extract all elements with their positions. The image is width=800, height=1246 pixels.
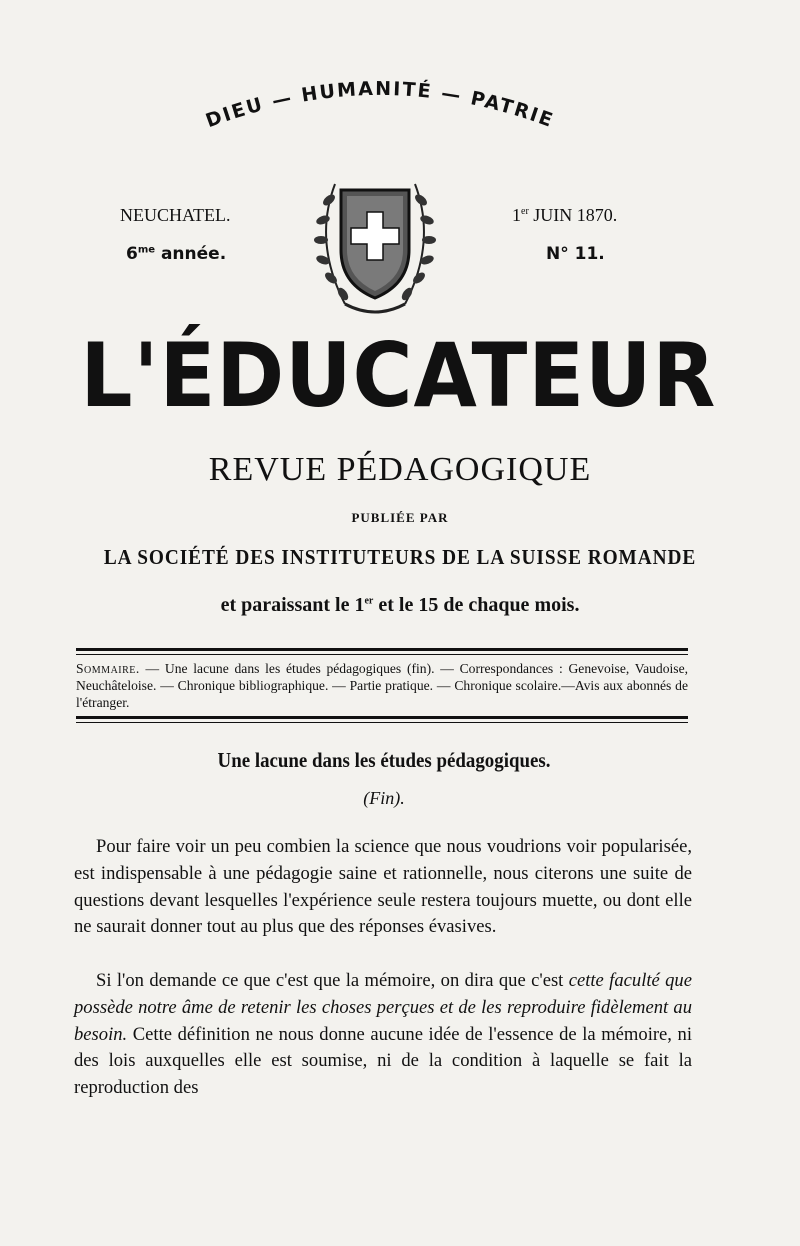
publication-frequency: et paraissant le 1er et le 15 de chaque mois. [220, 594, 580, 616]
publisher-society: LA SOCIÉTÉ DES INSTITUTEURS DE LA SUISSE ROMANDE [103, 545, 697, 569]
article-subtitle: (Fin). [363, 788, 405, 808]
divider-top-thick [76, 648, 688, 651]
issue-date: 1er JUIN 1870. [512, 205, 618, 225]
article-paragraph-2: Si l'on demande ce que c'est que la mémoire, on dira que c'est cette faculté que possède notre âme de retenir les choses perçues et de les reproduire fidèlement au besoin. Cette définition ne nous donne aucune idée de l'essence de la mémoire, ni des lois auxquelles elle est soumise, ni de la condition à laquelle se fait la reproduction des [74, 970, 692, 1099]
divider-top-thin [76, 654, 688, 655]
motto-text: DIEU — HUMANITÉ — PATRIE [202, 77, 558, 133]
city-label: NEUCHATEL. [120, 205, 231, 225]
swiss-cross-crest-icon [305, 172, 445, 322]
journal-subtitle: REVUE PÉDAGOGIQUE [208, 451, 592, 488]
published-by-label: PUBLIÉE PAR [351, 510, 449, 525]
motto-arc [170, 60, 590, 150]
divider-bottom-thin [76, 722, 688, 723]
divider-bottom-thick [76, 716, 688, 719]
issue-number: N° 11. [546, 244, 605, 264]
article-paragraph-1: Pour faire voir un peu combien la science que nous voudrions voir popularisée, est indispensable à une pédagogie saine et rationnelle, nous citerons une suite de questions devant lesquelles l'expérience seule restera toujours muette, ou dont elle ne saurait donner tout au plus que des réponses évasives. [74, 836, 692, 938]
journal-title: L'ÉDUCATEUR [80, 324, 717, 427]
article-title: Une lacune dans les études pédagogiques. [217, 748, 551, 772]
table-of-contents: Sommaire. — Une lacune dans les études pédagogiques (fin). — Correspondances : Genevoise, Vaudoise, Neuchâteloise. — Chronique bibliographique. — Partie pratique. — Chronique scolaire.—Avis aux abonnés de l'étranger. [76, 661, 688, 710]
volume-year: $6^{me}$ année. [126, 244, 227, 264]
